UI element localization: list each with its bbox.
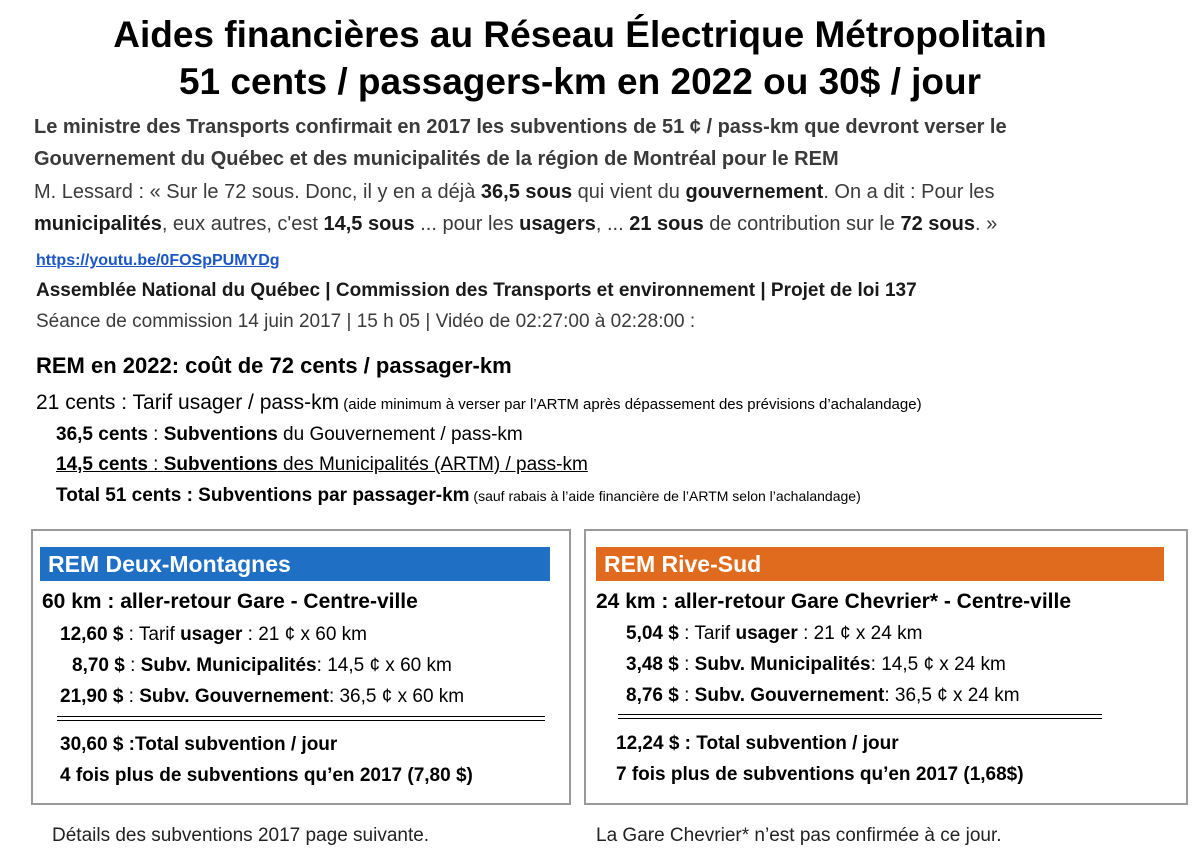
title-line-1: Aides financières au Réseau Électrique Métropolitain — [113, 14, 1047, 55]
quote-text: qui vient du — [572, 181, 686, 203]
quote-text: M. Lessard : « Sur le 72 sous. Donc, il y en a déjà — [34, 181, 481, 203]
rive-sud-row-usager — [626, 623, 922, 645]
quote-text: ... pour les — [414, 213, 520, 235]
footer-right-note: La Gare Chevrier* n’est pas confirmée à ce jour. — [596, 825, 1002, 846]
title-line-2: 51 cents / passagers-km en 2022 ou 30$ / jour — [178, 61, 982, 102]
row-text: : Tarif — [123, 624, 181, 645]
quote-text: . » — [974, 213, 998, 235]
quote-emphasis: usagers — [519, 213, 596, 235]
row-value: 8,70 $ — [72, 655, 125, 676]
quote-line-2 — [34, 213, 997, 236]
rive-sud-double-rule — [618, 714, 1102, 719]
cost-total-label: Total 51 cents : Subventions par passager-km — [56, 485, 470, 506]
cost-total — [56, 485, 861, 507]
quote-emphasis: 21 sous — [629, 213, 704, 235]
cost-usager-label: 21 cents : Tarif usager / pass-km — [36, 391, 340, 414]
row-bold: usager — [735, 623, 798, 644]
row-text: : 21 ¢ x 24 km — [797, 623, 923, 644]
cost-gov-value: 36,5 cents — [56, 424, 148, 445]
rive-sud-row-gouvernement — [626, 685, 1020, 707]
row-text: : — [123, 686, 140, 707]
cost-usager — [36, 391, 922, 415]
quote-line-1 — [34, 181, 995, 204]
cost-header: REM en 2022: coût de 72 cents / passager-km — [36, 353, 512, 378]
row-bold: Subv. Gouvernement — [694, 685, 885, 706]
rive-sud-row-municipalites — [626, 654, 1006, 676]
row-value: 8,76 $ — [626, 685, 679, 706]
row-value: 12,60 $ — [60, 624, 124, 645]
deux-montagnes-total: 30,60 $ :Total subvention / jour — [60, 734, 338, 755]
row-value: 21,90 $ — [60, 686, 124, 707]
deux-montagnes-row-municipalites — [72, 655, 452, 677]
cost-gouvernement — [56, 424, 523, 446]
rive-sud-band: REM Rive-Sud — [596, 547, 1164, 581]
row-text: : 14,5 ¢ x 24 km — [870, 654, 1006, 675]
deux-montagnes-row-gouvernement — [60, 686, 464, 708]
quote-emphasis: municipalités — [34, 213, 162, 235]
deux-montagnes-band: REM Deux-Montagnes — [40, 547, 550, 581]
cost-municipalites — [56, 454, 588, 476]
quote-text: , ... — [595, 213, 630, 235]
quote-emphasis: gouvernement — [685, 181, 824, 203]
row-text: : 21 ¢ x 60 km — [242, 624, 368, 645]
cost-gov-rest: du Gouvernement / pass-km — [277, 424, 523, 445]
quote-emphasis: 72 sous — [900, 213, 975, 235]
deux-montagnes-double-rule — [57, 716, 545, 721]
cost-mun-rest: des Municipalités (ARTM) / pass-km — [277, 454, 588, 475]
row-bold: Subv. Municipalités — [140, 655, 317, 676]
cost-mun-value: 14,5 cents — [56, 454, 148, 475]
row-text: : 36,5 ¢ x 60 km — [328, 686, 465, 707]
quote-text: , eux autres, c'est — [161, 213, 324, 235]
row-value: 5,04 $ — [626, 623, 679, 644]
rive-sud-km: 24 km : aller-retour Gare Chevrier* - Centre-ville — [596, 590, 1072, 613]
deux-montagnes-km: 60 km : aller-retour Gare - Centre-ville — [42, 590, 418, 613]
cost-usager-note: (aide minimum à verser par l’ARTM après dépassement des prévisions d’achalandage) — [339, 396, 922, 413]
intro-line-1: Le ministre des Transports confirmait en 2017 les subventions de 51 ¢ / pass-km que devront verser le — [34, 116, 1007, 138]
cost-total-note: (sauf rabais à l’aide financière de l’ARTM selon l’achalandage) — [469, 488, 861, 504]
row-text: : 36,5 ¢ x 24 km — [884, 685, 1020, 706]
row-text: : — [678, 685, 695, 706]
cost-sep: : — [147, 454, 164, 475]
row-text: : 14,5 ¢ x 60 km — [316, 655, 452, 676]
quote-text: . On a dit : Pour les — [823, 181, 995, 203]
cost-gov-bold: Subventions — [163, 424, 278, 445]
source-line-1: Assemblée National du Québec | Commission des Transports et environnement | Projet de loi 137 — [36, 280, 917, 301]
deux-montagnes-row-usager — [60, 624, 367, 646]
intro-line-2: Gouvernement du Québec et des municipalités de la région de Montréal pour le REM — [34, 148, 839, 170]
deux-montagnes-compare: 4 fois plus de subventions qu’en 2017 (7,80 $) — [60, 765, 473, 786]
row-bold: Subv. Gouvernement — [139, 686, 329, 707]
row-text: : Tarif — [678, 623, 736, 644]
row-text: : — [678, 654, 695, 675]
quote-text: de contribution sur le — [703, 213, 901, 235]
quote-emphasis: 36,5 sous — [480, 181, 573, 203]
rive-sud-total: 12,24 $ : Total subvention / jour — [616, 733, 899, 754]
footer-left-note: Détails des subventions 2017 page suivante. — [52, 825, 430, 846]
row-text: : — [124, 655, 141, 676]
row-bold: usager — [180, 624, 243, 645]
quote-emphasis: 14,5 sous — [323, 213, 415, 235]
row-value: 3,48 $ — [626, 654, 679, 675]
row-bold: Subv. Municipalités — [694, 654, 871, 675]
cost-sep: : — [147, 424, 164, 445]
source-line-2: Séance de commission 14 juin 2017 | 15 h 05 | Vidéo de 02:27:00 à 02:28:00 : — [36, 311, 696, 332]
youtube-link[interactable]: https://youtu.be/0FOSpPUMYDg — [36, 252, 280, 269]
rive-sud-compare: 7 fois plus de subventions qu’en 2017 (1,68$) — [616, 764, 1024, 785]
cost-mun-bold: Subventions — [163, 454, 278, 475]
